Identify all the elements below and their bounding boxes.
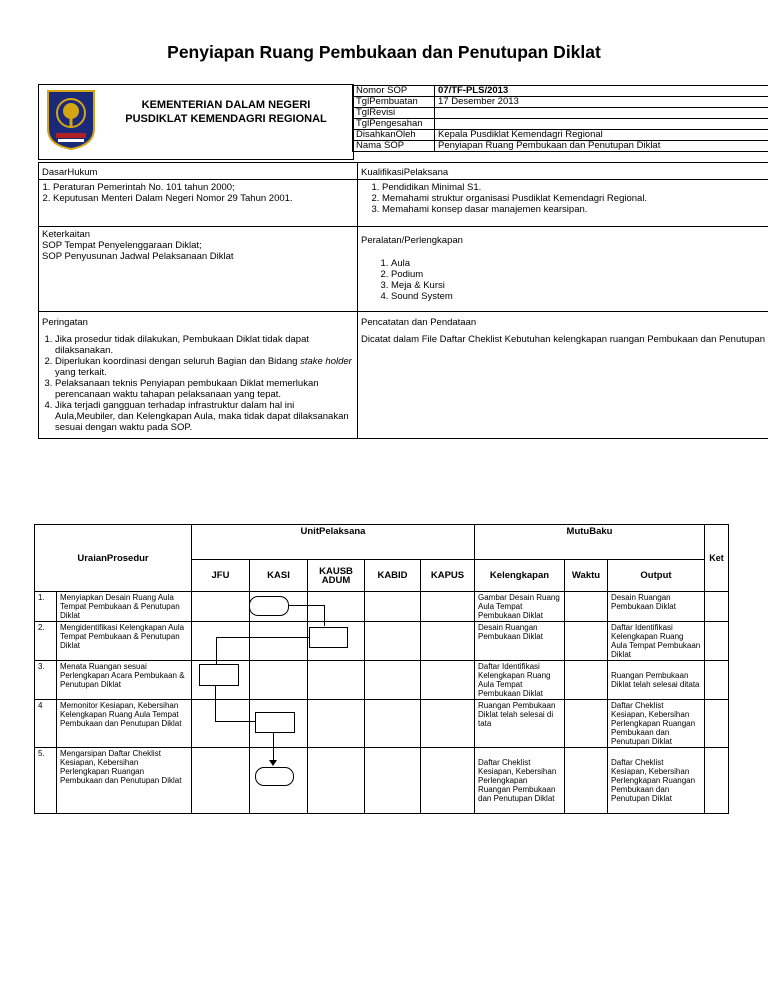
peringatan-item-text: Diperlukan koordinasi dengan seluruh Bagian dan Bidang (55, 356, 301, 367)
sop-info-row (353, 119, 768, 130)
unit-col-header: KAUSB ADUM (308, 560, 365, 592)
peringatan-heading: Peringatan (42, 317, 88, 328)
keterkaitan-heading: Keterkaitan (42, 229, 91, 240)
kualifikasi-heading: KualifikasiPelaksana (358, 163, 768, 180)
unit-col-header: KAPUS (421, 560, 475, 592)
unit-col-header: KASI (250, 560, 308, 592)
step-number: 4 (35, 700, 57, 748)
sop-info-label: TglPengesahan (353, 119, 435, 130)
connector-line (215, 721, 255, 722)
step-description: Mengarsipan Daftar Cheklist Kesiapan, Kebersihan Perlengkapan Ruangan Pembukaan dan Penutupan Diklat (57, 748, 192, 814)
kualifikasi-item: 2. Memahami struktur organisasi Pusdiklat Kemendagri Regional. (382, 193, 768, 204)
peralatan-item: 2. Podium (391, 269, 768, 280)
mutu-col-header: Output (608, 560, 705, 592)
pencatatan-cell (358, 312, 768, 439)
keterkaitan-line: SOP Tempat Penyelenggaraan Diklat; (42, 240, 202, 251)
sop-info-value (435, 119, 768, 130)
sop-info-value: 07/TF-PLS/2013 (435, 86, 768, 97)
peringatan-item (55, 356, 355, 378)
start-terminator-shape (249, 596, 289, 616)
step-description: Mengidentifikasi Kelengkapan Aula Tempat Pembukaan & Penutupan Diklat (57, 622, 192, 661)
step-output: Ruangan Pembukaan Diklat telah selesai ditata (608, 661, 705, 700)
sop-info-value: 17 Desember 2013 (435, 97, 768, 108)
info-grid (38, 162, 768, 439)
sop-info-value: Penyiapan Ruang Pembukaan dan Penutupan Diklat (435, 141, 768, 152)
step-waktu (565, 592, 608, 622)
connector-line (273, 732, 274, 762)
step-output: Daftar Identifikasi Kelengkapan Ruang Aula Tempat Pembukaan Diklat (608, 622, 705, 661)
step-kelengkapan: Gambar Desain Ruang Aula Tempat Pembukaan Diklat (475, 592, 565, 622)
step-waktu (565, 661, 608, 700)
peringatan-item-italic: stake holder (300, 356, 352, 367)
step-output: Daftar Cheklist Kesiapan, Kebersihan Perlengkapan Ruangan Pembukaan dan Penutupan Diklat (608, 748, 705, 814)
org-box (38, 84, 354, 160)
step-waktu (565, 748, 608, 814)
sop-info-label: TglRevisi (353, 108, 435, 119)
connector-line (216, 637, 217, 664)
dasar-hukum-cell (39, 180, 358, 227)
sop-info-row (353, 108, 768, 119)
connector-line (324, 605, 325, 626)
mutu-col-header: Waktu (565, 560, 608, 592)
pencatatan-text: Dicatat dalam File Daftar Cheklist Kebutuhan kelengkapan ruangan Pembukaan dan Penutupan (361, 334, 766, 345)
unit-col-header: JFU (192, 560, 250, 592)
page-title: Penyiapan Ruang Pembukaan dan Penutupan Diklat (167, 42, 601, 62)
peringatan-item: 1. Jika prosedur tidak dilakukan, Pembukaan Diklat tidak dapat dilaksanakan. (55, 334, 355, 356)
step-description: Menyiapkan Desain Ruang Aula Tempat Pembukaan & Penutupan Diklat (57, 592, 192, 622)
connector-line (288, 605, 324, 606)
procedure-row (35, 622, 729, 661)
procedure-row (35, 661, 729, 700)
step-description: Memonitor Kesiapan, Kebersihan Kelengkapan Ruang Aula Tempat Pembukaan dan Penutupan Diklat (57, 700, 192, 748)
connector-line (215, 685, 216, 722)
connector-line (216, 637, 309, 638)
org-name: KEMENTERIAN DALAM NEGERI (141, 99, 311, 111)
process-box-shape (255, 712, 295, 733)
dasar-hukum-item: 1. Peraturan Pemerintah No. 101 tahun 2000; (53, 182, 355, 193)
pencatatan-heading: Pencatatan dan Pendataan (361, 317, 477, 328)
step-kelengkapan: Daftar Identifikasi Kelengkapan Ruang Aula Tempat Pembukaan Diklat (475, 661, 565, 700)
peringatan-item: 4. Jika terjadi gangguan terhadap infrastruktur dalam hal ini Aula,Meubiler, dan Kelengkapan Aula, maka tidak dapat dilaksanakan sesuai dengan waktu pada SOP. (55, 400, 355, 433)
peralatan-item: 1. Aula (391, 258, 768, 269)
step-output: Daftar Cheklist Kesiapan, Kebersihan Perlengkapan Ruangan Pembukaan dan Penutupan Diklat (608, 700, 705, 748)
peralatan-item: 4. Sound System (391, 291, 768, 302)
step-waktu (565, 700, 608, 748)
step-number: 1. (35, 592, 57, 622)
peringatan-item: 3. Pelaksanaan teknis Penyiapan pembukaan Diklat memerlukan perencanaan waktu tahapan pelaksanaan yang tepat. (55, 378, 355, 400)
step-number: 3. (35, 661, 57, 700)
org-unit: PUSDIKLAT KEMENDAGRI REGIONAL (125, 113, 327, 125)
peralatan-heading: Peralatan/Perlengkapan (361, 235, 463, 246)
step-kelengkapan: Desain Ruangan Pembukaan Diklat (475, 622, 565, 661)
uraian-header: UraianProsedur (35, 525, 192, 592)
sop-info-value: Kepala Pusdiklat Kemendagri Regional (435, 130, 768, 141)
header-block (38, 84, 768, 160)
keterkaitan-line: SOP Penyusunan Jadwal Pelaksanaan Diklat (42, 251, 234, 262)
dasar-hukum-item: 2. Keputusan Menteri Dalam Negeri Nomor 29 Tahun 2001. (53, 193, 355, 204)
procedure-row (35, 592, 729, 622)
kualifikasi-cell (358, 180, 768, 227)
sop-info-label: Nama SOP (353, 141, 435, 152)
unit-col-header: KABID (365, 560, 421, 592)
mutu-col-header: Kelengkapan (475, 560, 565, 592)
sop-info-label: TglPembuatan (353, 97, 435, 108)
step-kelengkapan: Ruangan Pembukaan Diklat telah selesai di tata (475, 700, 565, 748)
sop-info-row (353, 141, 768, 152)
step-waktu (565, 622, 608, 661)
flow-section (34, 524, 728, 814)
step-number: 2. (35, 622, 57, 661)
step-kelengkapan: Daftar Cheklist Kesiapan, Kebersihan Perlengkapan Ruangan Pembukaan dan Penutupan Diklat (475, 748, 565, 814)
sop-info-label: DisahkanOleh (353, 130, 435, 141)
keterkaitan-cell (39, 227, 358, 312)
arrow-head-icon (269, 760, 277, 766)
procedure-row (35, 748, 729, 814)
procedure-row (35, 700, 729, 748)
end-terminator-shape (255, 767, 294, 786)
sop-info-row (353, 130, 768, 141)
ket-header: Ket (705, 525, 729, 592)
peringatan-cell (39, 312, 358, 439)
peralatan-item: 3. Meja & Kursi (391, 280, 768, 291)
sop-info-row (353, 86, 768, 97)
kualifikasi-item: 1. Pendidikan Minimal S1. (382, 182, 768, 193)
dasar-hukum-heading: DasarHukum (39, 163, 358, 180)
sop-info-row (353, 97, 768, 108)
step-description: Menata Ruangan sesuai Perlengkapan Acara Pembukaan & Penutupan Diklat (57, 661, 192, 700)
peringatan-item-tail: yang terkait. (55, 367, 107, 378)
sop-info-label: Nomor SOP (353, 86, 435, 97)
step-number: 5. (35, 748, 57, 814)
process-box-shape (199, 664, 239, 686)
flow-table (34, 524, 729, 814)
peralatan-cell (358, 227, 768, 312)
step-output: Desain Ruangan Pembukaan Diklat (608, 592, 705, 622)
kualifikasi-item: 3. Memahami konsep dasar manajemen kearsipan. (382, 204, 768, 215)
process-box-shape (309, 627, 348, 648)
sop-info-value (435, 108, 768, 119)
emblem-icon (46, 89, 96, 151)
mutu-header: MutuBaku (475, 525, 705, 560)
unit-header: UnitPelaksana (192, 525, 475, 560)
sop-info-table (352, 85, 768, 152)
